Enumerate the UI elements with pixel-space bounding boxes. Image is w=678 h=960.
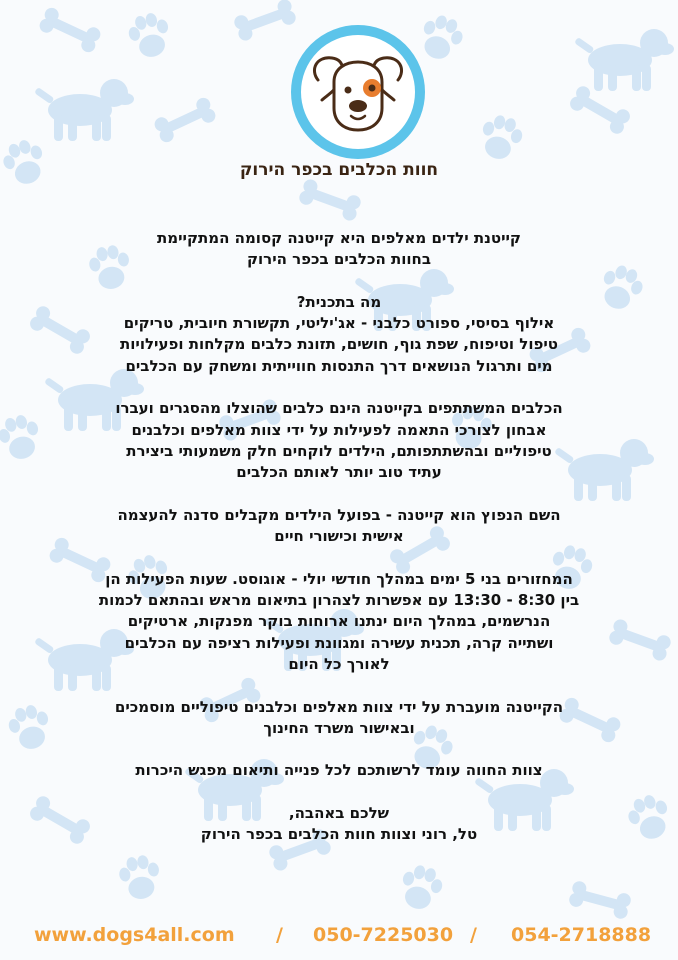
text-line: טיפוליים ובהשתתפותם, הילדים לוקחים חלק משמעותי ביצירת [126, 441, 552, 460]
dog-face-icon [288, 22, 428, 162]
staff-paragraph [28, 697, 650, 740]
text-line: המחזורים בני 5 ימים במהלך חודשי יולי - אוגוסט. שעות הפעילות הן [105, 569, 573, 588]
text-line: לאורך כל היום [288, 654, 390, 673]
dogs-paragraph [28, 398, 650, 483]
brand-name: חוות הכלבים בכפר הירוק [239, 160, 439, 180]
website-link[interactable]: www.dogs4all.com [34, 924, 235, 946]
text-line: צוות החווה עומד לרשותכם לכל פנייה ותיאום מפגש היכרות [135, 761, 543, 780]
text-line: טיפול וטיפוח, שפת גוף, חושים, תזונת כלבים מקלחות ופעילויות [120, 335, 558, 354]
program-title: מה בתכנית? [296, 292, 382, 311]
intro-paragraph [28, 228, 650, 271]
text-line: הכלבים המשתתפים בקייטנה הינם כלבים שהוצלו מהסגרים ועברו [115, 399, 563, 418]
text-line: טל, רוני וצוות חוות הכלבים בכפר הירוק [200, 825, 478, 844]
program-paragraph [28, 292, 650, 377]
text-line: בין 8:30 - 13:30 עם אפשרות לצהרון בתיאום מראש ובהתאם לכמות [98, 591, 580, 610]
text-line: השם הנפוץ הוא קייטנה - בפועל הילדים מקבלים סדנה להעצמה [117, 505, 561, 524]
text-line: הנרשמים, במהלך היום ינתנו ארוחות בוקר מפנקות, ארטיקים [127, 612, 551, 631]
text-line: מים ותרגול הנושאים דרך התנסות חווייתית ומשחק עם הכלבים [125, 356, 553, 375]
text-line: אישית וכישורי חיים [274, 527, 404, 546]
text-line: עתיד טוב יותר לאותם הכלבים [236, 463, 442, 482]
contact-paragraph [28, 760, 650, 781]
main-text [28, 228, 650, 846]
text-line: ובאישור משרד החינוך [263, 718, 415, 737]
text-line: אילוף בסיסי, ספורט כלבני - אג'יליטי, תקשורת חיובית, טריקים [123, 314, 555, 333]
footer-contact-bar [0, 924, 678, 952]
sign-off [28, 803, 650, 846]
text-line: אבחון לצורכי התאמה לפעילות על ידי צוות מאלפים וכלבנים [131, 420, 547, 439]
name-paragraph [28, 505, 650, 548]
separator: / [276, 924, 283, 946]
phone-link[interactable]: 054-2718888 [511, 924, 652, 946]
text-line: קייטנת ילדים מאלפים היא קייטנה קסומה המתקיימת [157, 229, 521, 247]
separator: / [470, 924, 477, 946]
text-line: ושתייה קרה, תכנית עשירה ומגוונת ופעילות רציפה עם הכלבים [124, 633, 554, 652]
phone-link[interactable]: 050-7225030 [313, 924, 454, 946]
text-line: הקייטנה מועברת על ידי צוות מאלפים וכלבנים טיפוליים מוסמכים [114, 697, 564, 716]
text-line: שלכם באהבה, [288, 804, 390, 823]
schedule-paragraph [28, 569, 650, 675]
text-line: בחוות הכלבים בכפר הירוק [246, 250, 432, 269]
